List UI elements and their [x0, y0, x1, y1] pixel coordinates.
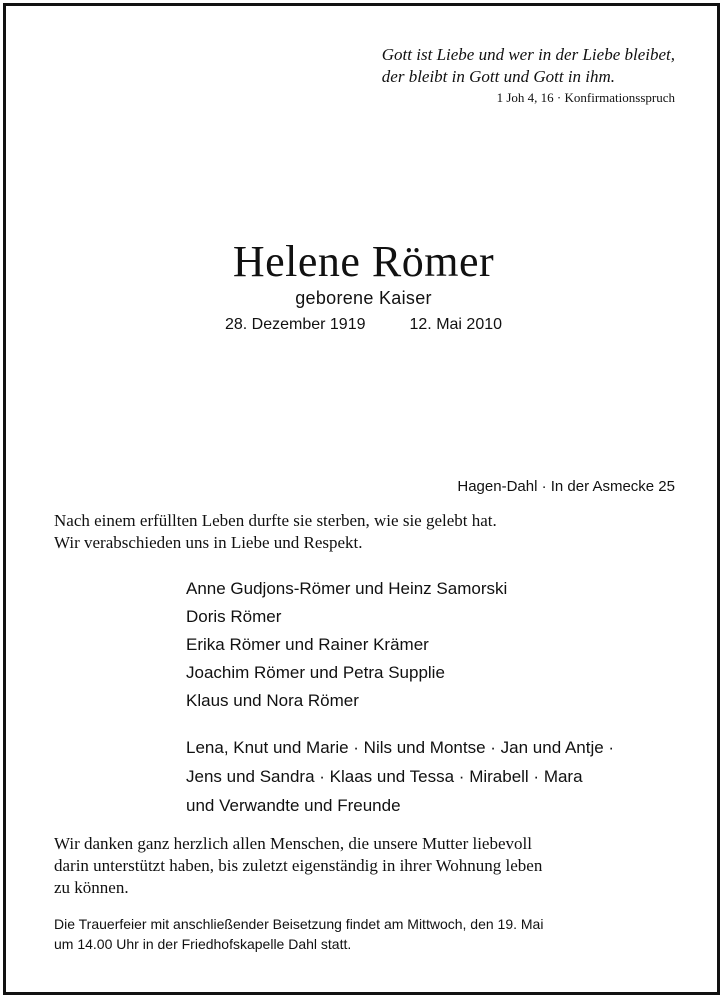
- verse-line-1: Gott ist Liebe und wer in der Liebe bleibet,: [381, 45, 675, 64]
- verse-reference: 1 Joh 4, 16 · Konfirmationsspruch: [496, 90, 675, 105]
- funeral-info: [54, 914, 543, 954]
- funeral-line-1: Die Trauerfeier mit anschließender Beisetzung findet am Mittwoch, den 19. Mai: [54, 916, 544, 932]
- maiden-name: geborene Kaiser: [295, 288, 432, 308]
- birth-date: 28. Dezember 1919: [224, 316, 366, 333]
- grandchildren-line: Jens und Sandra · Klaas und Tessa · Mirabell · Mara: [186, 767, 583, 786]
- family-list: [186, 575, 507, 715]
- grandchildren-line: Lena, Knut und Marie · Nils und Montse · Jan und Antje ·: [186, 738, 615, 757]
- life-dates: [0, 316, 727, 334]
- thanks-text: [54, 833, 542, 899]
- verse-line-2: der bleibt in Gott und Gott in ihm.: [381, 67, 616, 86]
- intro-line-2: Wir verabschieden uns in Liebe und Respekt.: [54, 533, 363, 552]
- family-member: Joachim Römer und Petra Supplie: [186, 663, 445, 682]
- address: Hagen-Dahl · In der Asmecke 25: [457, 478, 675, 495]
- death-date: 12. Mai 2010: [409, 316, 503, 333]
- bible-verse: [382, 44, 675, 88]
- family-member: Anne Gudjons-Römer und Heinz Samorski: [186, 579, 508, 598]
- intro-text: [54, 510, 497, 554]
- grandchildren-list: [186, 733, 614, 820]
- thanks-line-2: darin unterstützt haben, bis zuletzt eigenständig in ihrer Wohnung leben: [54, 856, 543, 875]
- intro-line-1: Nach einem erfüllten Leben durfte sie sterben, wie sie gelebt hat.: [54, 511, 497, 530]
- family-member: Erika Römer und Rainer Krämer: [186, 635, 429, 654]
- grandchildren-line: und Verwandte und Freunde: [186, 796, 401, 815]
- thanks-line-1: Wir danken ganz herzlich allen Menschen, die unsere Mutter liebevoll: [54, 834, 532, 853]
- deceased-name: Helene Römer: [232, 237, 495, 286]
- family-member: Doris Römer: [186, 607, 282, 626]
- funeral-line-2: um 14.00 Uhr in der Friedhofskapelle Dahl statt.: [54, 936, 352, 952]
- family-member: Klaus und Nora Römer: [186, 691, 359, 710]
- thanks-line-3: zu können.: [54, 878, 129, 897]
